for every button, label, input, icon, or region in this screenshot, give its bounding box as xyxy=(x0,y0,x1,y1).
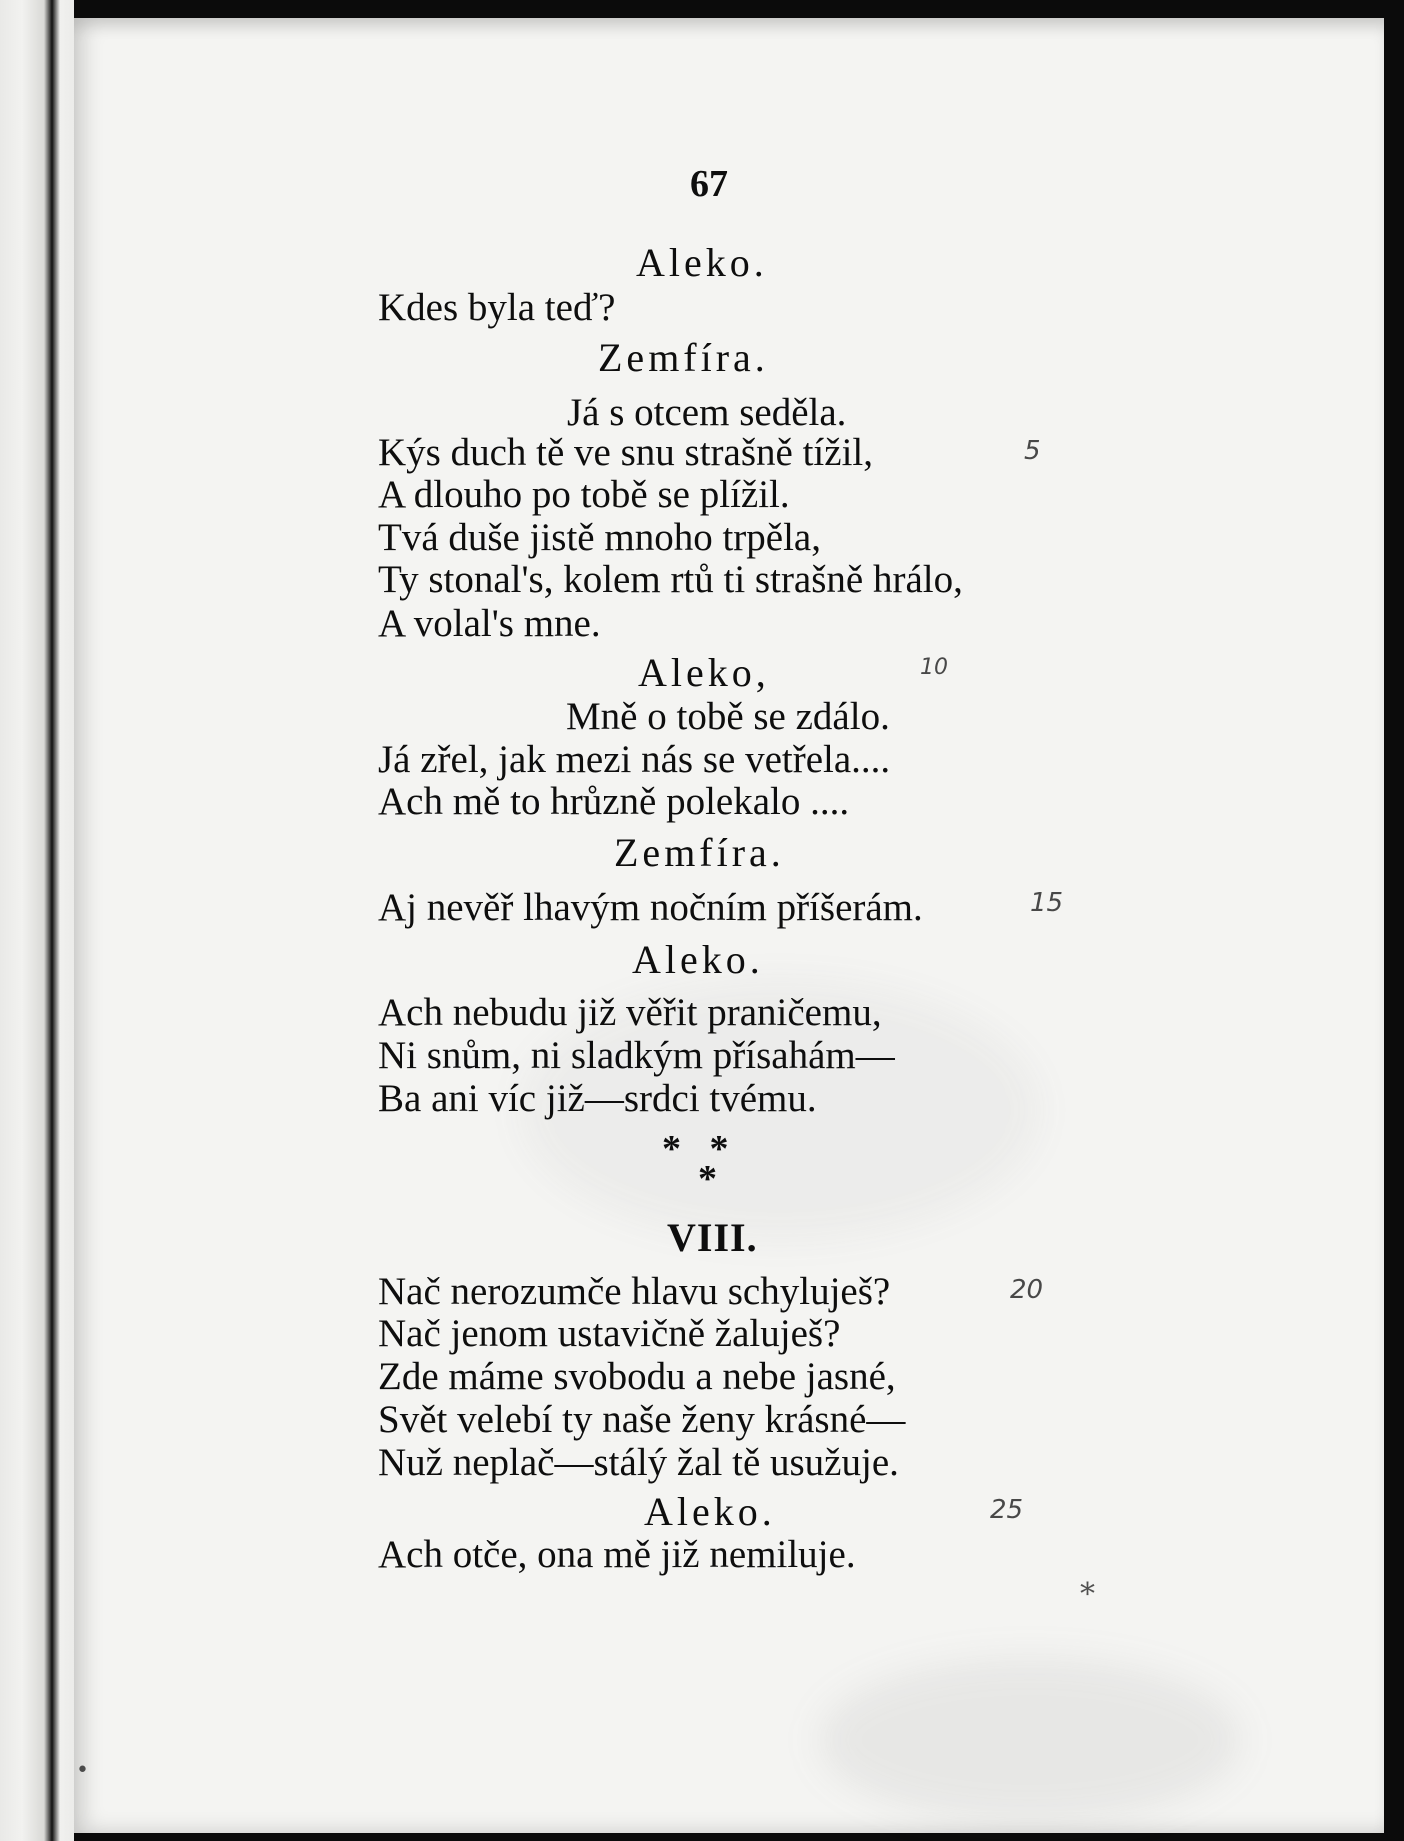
ink-speck: * xyxy=(1080,1577,1095,1612)
section-asterisk: * xyxy=(698,1158,717,1200)
verse-line: Nač nerozumče hlavu schyluješ? xyxy=(378,1270,891,1313)
verse-line: Ach nebudu již věřit praničemu, xyxy=(378,991,882,1034)
speaker-name: Zemfíra. xyxy=(598,335,769,380)
verse-line: Nač jenom ustavičně žaluješ? xyxy=(378,1312,841,1355)
speaker-name: Aleko. xyxy=(636,240,768,285)
verse-line: Aj nevěř lhavým nočním příšerám. xyxy=(378,886,923,929)
margin-line-count: 10 xyxy=(920,655,948,680)
verse-line: Ni snům, ni sladkým přísahám— xyxy=(378,1034,895,1077)
speaker-name: Aleko, xyxy=(638,650,770,695)
verse-line: Kýs duch tě ve snu strašně tížil, xyxy=(378,431,873,474)
paper-smudge xyxy=(820,1660,1240,1820)
verse-line: A volal's mne. xyxy=(378,602,601,645)
margin-line-count: 15 xyxy=(1030,888,1064,918)
verse-line: A dlouho po tobě se plížil. xyxy=(378,473,790,516)
verse-line: Mně o tobě se zdálo. xyxy=(566,695,890,738)
speaker-name: Aleko. xyxy=(632,937,764,982)
scan-edge xyxy=(1384,0,1404,1841)
verse-line: Ba ani víc již—srdci tvému. xyxy=(378,1077,817,1120)
section-asterisks: * * xyxy=(662,1128,729,1170)
verse-line: Já zřel, jak mezi nás se vetřela.... xyxy=(378,738,891,781)
margin-line-count: 5 xyxy=(1024,436,1041,466)
verse-line: Já s otcem seděla. xyxy=(567,391,847,434)
verse-line: Svět velebí ty naše ženy krásné— xyxy=(378,1398,906,1441)
verse-line: Ach otče, ona mě již nemiluje. xyxy=(378,1533,856,1576)
speaker-name: Zemfíra. xyxy=(614,830,785,875)
page-number: 67 xyxy=(690,163,728,205)
margin-line-count: 25 xyxy=(990,1495,1024,1525)
verse-line: Kdes byla teď? xyxy=(378,286,616,329)
verse-line: Zde máme svobodu a nebe jasné, xyxy=(378,1355,896,1398)
ink-speck: • xyxy=(76,1758,89,1783)
margin-line-count: 20 xyxy=(1010,1275,1044,1305)
speaker-name: Aleko. xyxy=(644,1489,776,1534)
verse-line: Ty stonal's, kolem rtů ti strašně hrálo, xyxy=(378,558,963,601)
book-gutter xyxy=(0,0,74,1841)
section-heading: VIII. xyxy=(667,1215,758,1260)
verse-line: Ach mě to hrůzně polekalo .... xyxy=(378,780,850,823)
verse-line: Tvá duše jistě mnoho trpěla, xyxy=(378,516,821,559)
verse-line: Nuž neplač—stálý žal tě usužuje. xyxy=(378,1441,899,1484)
